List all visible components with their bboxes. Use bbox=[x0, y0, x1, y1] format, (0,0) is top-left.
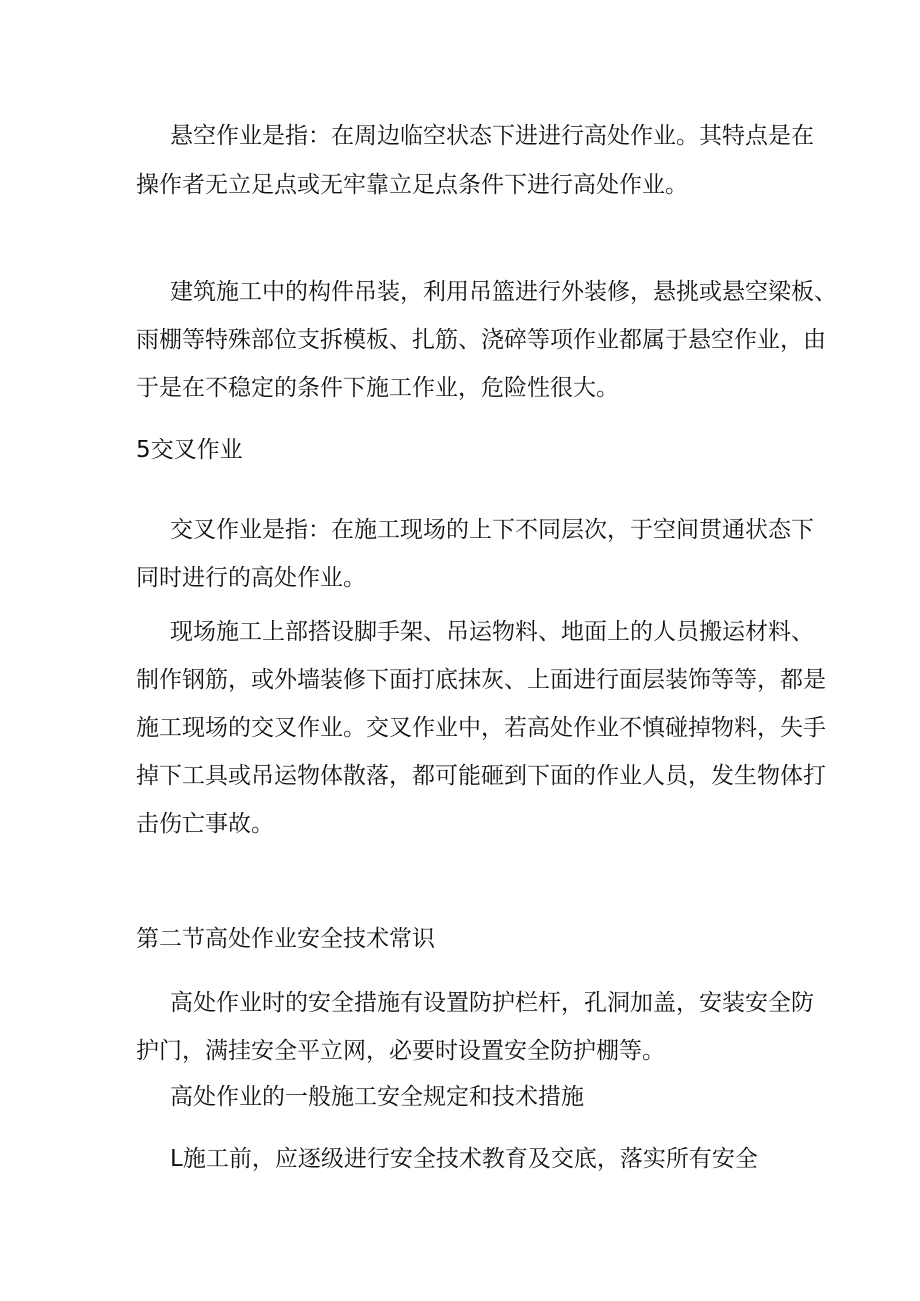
para4-line4: 掉下工具或吊运物体散落，都可能砸到下面的作业人员，发生物体打 bbox=[136, 763, 826, 789]
para2-line2: 雨棚等特殊部位支拆模板、扎筋、浇碎等项作业都属于悬空作业，由 bbox=[136, 327, 826, 353]
para5-line2: 护门，满挂安全平立网，必要时设置安全防护棚等。 bbox=[136, 1038, 665, 1064]
para5-line1: 高处作业时的安全措施有设置防护栏杆，孔洞加盖，安装安全防 bbox=[170, 990, 814, 1016]
para3-line2: 同时进行的高处作业。 bbox=[136, 565, 366, 591]
list-item-L: L施工前，应逐级进行安全技术教育及交底，落实所有安全 bbox=[170, 1146, 758, 1172]
para3-line1: 交叉作业是指：在施工现场的上下不同层次，于空间贯通状态下 bbox=[170, 517, 814, 543]
heading-5: 5交叉作业 bbox=[136, 437, 243, 463]
para4-line3: 施工现场的交叉作业。交叉作业中，若高处作业不慎碰掉物料，失手 bbox=[136, 715, 826, 741]
section-heading: 第二节高处作业安全技术常识 bbox=[136, 926, 435, 952]
para2-line1: 建筑施工中的构件吊装，利用吊篮进行外装修，悬挑或悬空梁板、 bbox=[170, 279, 837, 305]
para4-line1: 现场施工上部搭设脚手架、吊运物料、地面上的人员搬运材料、 bbox=[170, 619, 814, 645]
para1-line1: 悬空作业是指：在周边临空状态下进进行高处作业。其特点是在 bbox=[170, 123, 814, 149]
para4-line2: 制作钢筋，或外墙装修下面打底抹灰、上面进行面层装饰等等，都是 bbox=[136, 667, 826, 693]
para4-line5: 击伤亡事故。 bbox=[136, 811, 274, 837]
para1-line2: 操作者无立足点或无牢靠立足点条件下进行高处作业。 bbox=[136, 172, 688, 198]
subheading: 高处作业的一般施工安全规定和技术措施 bbox=[170, 1084, 584, 1110]
para2-line3: 于是在不稳定的条件下施工作业，危险性很大。 bbox=[136, 375, 619, 401]
